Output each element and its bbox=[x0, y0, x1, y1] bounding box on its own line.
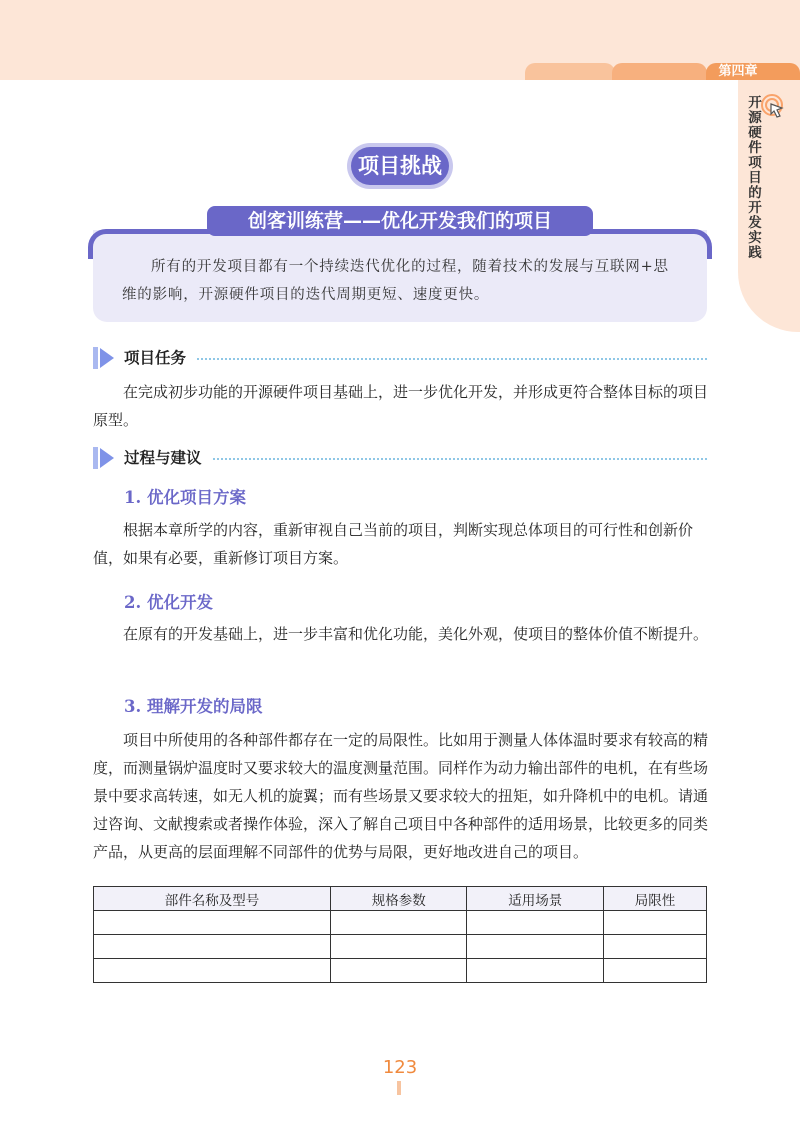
side-chapter-title: 开源硬件项目的开发实践 bbox=[748, 95, 762, 261]
task-text: 在完成初步功能的开源硬件项目基础上，进一步优化开发，并形成更符合整体目标的项目原型。 bbox=[93, 383, 709, 429]
header-tab-decor-1 bbox=[525, 63, 615, 80]
section-header-process bbox=[93, 446, 707, 470]
section-heading: 过程与建议 bbox=[124, 449, 202, 467]
table-row bbox=[94, 959, 707, 983]
table-header: 局限性 bbox=[603, 887, 706, 911]
table-cell bbox=[603, 911, 706, 935]
chapter-tab: 第四章 bbox=[706, 63, 800, 80]
table-cell bbox=[467, 911, 603, 935]
table-header: 规格参数 bbox=[331, 887, 467, 911]
arrow-icon bbox=[93, 347, 115, 369]
paragraph: 根据本章所学的内容，重新审视自己当前的项目，判断实现总体项目的可行性和创新价值，如果有必要，重新修订项目方案。 bbox=[93, 521, 694, 567]
subheading: 3. 理解开发的局限 bbox=[124, 697, 263, 716]
intro-text: 所有的开发项目都有一个持续迭代优化的过程，随着技术的发展与互联网+思维的影响，开源硬件项目的迭代周期更短、速度更快。 bbox=[122, 259, 669, 303]
table-cell bbox=[331, 959, 467, 983]
table-cell bbox=[94, 911, 331, 935]
table-cell bbox=[467, 935, 603, 959]
subheading: 1. 优化项目方案 bbox=[124, 488, 246, 507]
divider bbox=[197, 358, 707, 360]
table-row bbox=[94, 911, 707, 935]
table-cell bbox=[94, 959, 331, 983]
table-header-row bbox=[94, 887, 707, 911]
table-cell bbox=[603, 959, 706, 983]
table-cell bbox=[331, 935, 467, 959]
section-banner: 创客训练营——优化开发我们的项目 bbox=[207, 206, 593, 236]
page-title: 项目挑战 bbox=[351, 147, 449, 185]
section-header-task bbox=[93, 346, 707, 370]
table-row bbox=[94, 935, 707, 959]
table-cell bbox=[467, 959, 603, 983]
page-marker bbox=[397, 1081, 401, 1095]
table-cell bbox=[94, 935, 331, 959]
paragraph: 项目中所使用的各种部件都存在一定的局限性。比如用于测量人体体温时要求有较高的精度，而测量锅炉温度时又要求较大的温度测量范围。同样作为动力输出部件的电机，在有些场景中要求高转速，如无人机的旋翼；而有些场景又要求较大的扭矩，如升降机中的电机。请通过咨询、文献搜索或者操作体验，深入了解自己项目中各种部件的适用场景，比较更多的同类产品，从更高的层面理解不同部件的优势与局限，更好地改进自己的项目。 bbox=[93, 731, 709, 861]
page-number: 123 bbox=[382, 1057, 418, 1078]
paragraph: 在原有的开发基础上，进一步丰富和优化功能，美化外观，使项目的整体价值不断提升。 bbox=[123, 625, 709, 643]
table-cell bbox=[603, 935, 706, 959]
table-header: 部件名称及型号 bbox=[94, 887, 331, 911]
table-cell bbox=[331, 911, 467, 935]
header-tab-decor-2 bbox=[612, 63, 707, 80]
subheading: 2. 优化开发 bbox=[124, 593, 213, 612]
table-header: 适用场景 bbox=[467, 887, 603, 911]
parts-table bbox=[93, 886, 707, 983]
divider bbox=[213, 458, 707, 460]
section-heading: 项目任务 bbox=[124, 349, 187, 367]
arrow-icon bbox=[93, 447, 115, 469]
